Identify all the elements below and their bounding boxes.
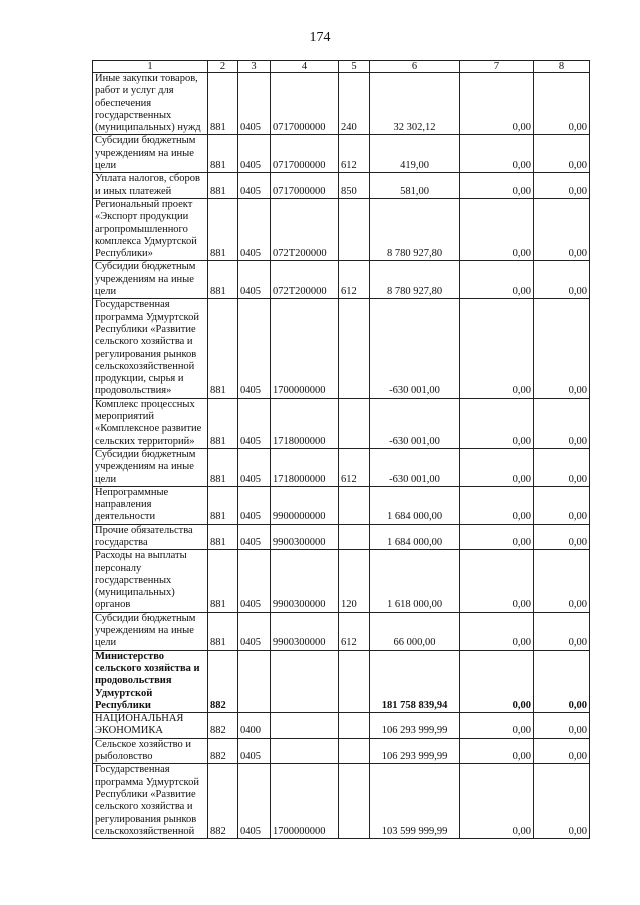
amount-col8-cell: 0,00: [534, 135, 590, 173]
amount-col8-cell: 0,00: [534, 198, 590, 260]
target-article-cell: [271, 738, 339, 764]
column-header: 8: [534, 61, 590, 73]
section-code-cell: 0405: [238, 486, 271, 524]
name-cell: Государственная программа Удмуртской Республики «Развитие сельского хозяйства и регулирования рынков сельскохозяйственной продукции, сырья и продовольствия»: [93, 299, 208, 398]
name-cell: Министерство сельского хозяйства и продовольствия Удмуртской Республики: [93, 650, 208, 712]
expense-type-cell: [339, 198, 370, 260]
column-header: 4: [271, 61, 339, 73]
expense-type-cell: [339, 398, 370, 448]
section-code-cell: [238, 650, 271, 712]
target-article-cell: 1700000000: [271, 764, 339, 839]
table-row: [93, 738, 590, 764]
expense-type-cell: 612: [339, 612, 370, 650]
amount-col8-cell: 0,00: [534, 486, 590, 524]
ministry-code-cell: 881: [208, 173, 238, 199]
section-code-cell: 0405: [238, 398, 271, 448]
amount-cell: 8 780 927,80: [370, 261, 460, 299]
table-row: [93, 135, 590, 173]
name-cell: Субсидии бюджетным учреждениям на иные цели: [93, 261, 208, 299]
section-code-cell: 0405: [238, 524, 271, 550]
amount-col7-cell: 0,00: [460, 398, 534, 448]
ministry-code-cell: 881: [208, 261, 238, 299]
section-code-cell: 0405: [238, 173, 271, 199]
amount-cell: 32 302,12: [370, 73, 460, 135]
amount-col8-cell: 0,00: [534, 713, 590, 739]
amount-cell: -630 001,00: [370, 398, 460, 448]
amount-col7-cell: 0,00: [460, 550, 534, 612]
expense-type-cell: 612: [339, 448, 370, 486]
table-row: [93, 198, 590, 260]
amount-col8-cell: 0,00: [534, 173, 590, 199]
expense-type-cell: [339, 524, 370, 550]
section-code-cell: 0405: [238, 198, 271, 260]
target-article-cell: 9900300000: [271, 524, 339, 550]
table-row: [93, 173, 590, 199]
amount-cell: 66 000,00: [370, 612, 460, 650]
ministry-code-cell: 882: [208, 713, 238, 739]
section-code-cell: 0405: [238, 550, 271, 612]
ministry-code-cell: 881: [208, 486, 238, 524]
target-article-cell: 0717000000: [271, 173, 339, 199]
amount-col8-cell: 0,00: [534, 398, 590, 448]
amount-cell: 8 780 927,80: [370, 198, 460, 260]
expense-type-cell: [339, 650, 370, 712]
ministry-code-cell: 881: [208, 524, 238, 550]
amount-cell: 1 618 000,00: [370, 550, 460, 612]
ministry-code-cell: 881: [208, 299, 238, 398]
target-article-cell: 9900000000: [271, 486, 339, 524]
section-code-cell: 0405: [238, 261, 271, 299]
amount-col8-cell: 0,00: [534, 550, 590, 612]
target-article-cell: [271, 713, 339, 739]
amount-col7-cell: 0,00: [460, 524, 534, 550]
ministry-code-cell: 882: [208, 764, 238, 839]
ministry-code-cell: 882: [208, 738, 238, 764]
expense-type-cell: 612: [339, 261, 370, 299]
amount-cell: -630 001,00: [370, 299, 460, 398]
amount-col7-cell: 0,00: [460, 173, 534, 199]
amount-col8-cell: 0,00: [534, 650, 590, 712]
target-article-cell: 072Т200000: [271, 198, 339, 260]
amount-col8-cell: 0,00: [534, 299, 590, 398]
name-cell: Расходы на выплаты персоналу государственных (муниципальных) органов: [93, 550, 208, 612]
table-row: [93, 448, 590, 486]
target-article-cell: 1700000000: [271, 299, 339, 398]
amount-col8-cell: 0,00: [534, 612, 590, 650]
ministry-code-cell: 881: [208, 73, 238, 135]
expense-type-cell: [339, 764, 370, 839]
amount-cell: 419,00: [370, 135, 460, 173]
name-cell: Субсидии бюджетным учреждениям на иные цели: [93, 448, 208, 486]
amount-col7-cell: 0,00: [460, 261, 534, 299]
name-cell: Субсидии бюджетным учреждениям на иные цели: [93, 135, 208, 173]
column-header: 5: [339, 61, 370, 73]
budget-table: [92, 60, 590, 839]
table-row: [93, 261, 590, 299]
amount-col7-cell: 0,00: [460, 764, 534, 839]
section-code-cell: 0405: [238, 448, 271, 486]
expense-type-cell: 240: [339, 73, 370, 135]
amount-col7-cell: 0,00: [460, 486, 534, 524]
ministry-code-cell: 881: [208, 198, 238, 260]
amount-col7-cell: 0,00: [460, 713, 534, 739]
table-row: [93, 398, 590, 448]
amount-col8-cell: 0,00: [534, 738, 590, 764]
section-code-cell: 0405: [238, 612, 271, 650]
amount-cell: 581,00: [370, 173, 460, 199]
amount-col7-cell: 0,00: [460, 650, 534, 712]
target-article-cell: 0717000000: [271, 73, 339, 135]
section-code-cell: 0405: [238, 738, 271, 764]
expense-type-cell: [339, 299, 370, 398]
name-cell: Комплекс процессных мероприятий «Комплексное развитие сельских территорий»: [93, 398, 208, 448]
name-cell: Прочие обязательства государства: [93, 524, 208, 550]
ministry-code-cell: 881: [208, 448, 238, 486]
page-number: 174: [309, 30, 331, 45]
amount-col7-cell: 0,00: [460, 73, 534, 135]
name-cell: Региональный проект «Экспорт продукции агропромышленного комплекса Удмуртской Республики»: [93, 198, 208, 260]
name-cell: НАЦИОНАЛЬНАЯ ЭКОНОМИКА: [93, 713, 208, 739]
section-code-cell: 0405: [238, 135, 271, 173]
column-header: 2: [208, 61, 238, 73]
section-code-cell: 0405: [238, 764, 271, 839]
expense-type-cell: [339, 486, 370, 524]
name-cell: Субсидии бюджетным учреждениям на иные цели: [93, 612, 208, 650]
table-row: [93, 73, 590, 135]
target-article-cell: [271, 650, 339, 712]
amount-col8-cell: 0,00: [534, 261, 590, 299]
column-header: 1: [93, 61, 208, 73]
table-row: [93, 524, 590, 550]
amount-col7-cell: 0,00: [460, 738, 534, 764]
expense-type-cell: [339, 738, 370, 764]
amount-cell: 103 599 999,99: [370, 764, 460, 839]
amount-cell: 106 293 999,99: [370, 738, 460, 764]
amount-cell: -630 001,00: [370, 448, 460, 486]
amount-col8-cell: 0,00: [534, 448, 590, 486]
header-row: [93, 61, 590, 73]
column-header: 7: [460, 61, 534, 73]
ministry-code-cell: 881: [208, 612, 238, 650]
amount-cell: 1 684 000,00: [370, 524, 460, 550]
section-code-cell: 0400: [238, 713, 271, 739]
amount-col8-cell: 0,00: [534, 764, 590, 839]
target-article-cell: 1718000000: [271, 448, 339, 486]
amount-cell: 1 684 000,00: [370, 486, 460, 524]
amount-col7-cell: 0,00: [460, 299, 534, 398]
section-code-cell: 0405: [238, 299, 271, 398]
table-row: [93, 764, 590, 839]
table-row: [93, 650, 590, 712]
ministry-code-cell: 881: [208, 398, 238, 448]
amount-col8-cell: 0,00: [534, 73, 590, 135]
expense-type-cell: 612: [339, 135, 370, 173]
column-header: 6: [370, 61, 460, 73]
ministry-code-cell: 881: [208, 135, 238, 173]
amount-cell: 181 758 839,94: [370, 650, 460, 712]
table-row: [93, 612, 590, 650]
ministry-code-cell: 882: [208, 650, 238, 712]
column-header: 3: [238, 61, 271, 73]
expense-type-cell: 120: [339, 550, 370, 612]
name-cell: Сельское хозяйство и рыболовство: [93, 738, 208, 764]
name-cell: Иные закупки товаров, работ и услуг для обеспечения государственных (муниципальных) нужд: [93, 73, 208, 135]
amount-col7-cell: 0,00: [460, 135, 534, 173]
target-article-cell: 1718000000: [271, 398, 339, 448]
amount-col7-cell: 0,00: [460, 448, 534, 486]
table-row: [93, 713, 590, 739]
expense-type-cell: 850: [339, 173, 370, 199]
target-article-cell: 0717000000: [271, 135, 339, 173]
amount-cell: 106 293 999,99: [370, 713, 460, 739]
amount-col7-cell: 0,00: [460, 198, 534, 260]
table-row: [93, 299, 590, 398]
amount-col7-cell: 0,00: [460, 612, 534, 650]
name-cell: Уплата налогов, сборов и иных платежей: [93, 173, 208, 199]
budget-table-body: [93, 61, 590, 839]
amount-col8-cell: 0,00: [534, 524, 590, 550]
name-cell: Непрограммные направления деятельности: [93, 486, 208, 524]
expense-type-cell: [339, 713, 370, 739]
target-article-cell: 072Т200000: [271, 261, 339, 299]
section-code-cell: 0405: [238, 73, 271, 135]
table-row: [93, 550, 590, 612]
table-row: [93, 486, 590, 524]
target-article-cell: 9900300000: [271, 550, 339, 612]
ministry-code-cell: 881: [208, 550, 238, 612]
target-article-cell: 9900300000: [271, 612, 339, 650]
name-cell: Государственная программа Удмуртской Республики «Развитие сельского хозяйства и регулирования рынков сельскохозяйственной: [93, 764, 208, 839]
